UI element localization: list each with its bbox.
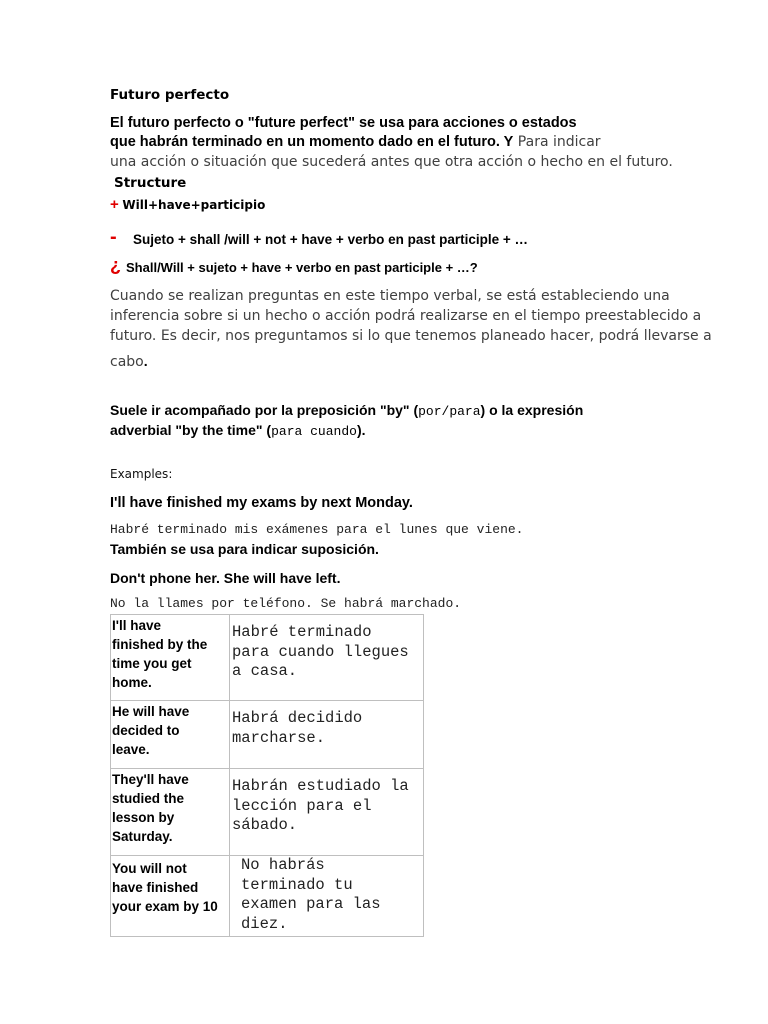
intro-line-2 bbox=[110, 134, 601, 150]
cell-line: Habrán estudiado la bbox=[232, 777, 409, 795]
by-line-1-mono: por/para bbox=[418, 404, 481, 419]
cell-line: You will not bbox=[112, 861, 187, 876]
cell-line: your exam by 10 bbox=[112, 899, 218, 914]
cell-line: lección para el bbox=[232, 796, 372, 815]
cell-line: diez. bbox=[241, 914, 288, 933]
table-cell-spanish bbox=[230, 701, 424, 769]
intro-line-2-normal: Para indicar bbox=[513, 134, 601, 150]
interrogative-formula: Shall/Will + sujeto + have + verbo en past participle + …? bbox=[126, 260, 478, 275]
cell-line: lesson by bbox=[112, 810, 175, 825]
table-row bbox=[111, 769, 424, 856]
minus-symbol: - bbox=[110, 226, 117, 248]
affirmative-formula: Will+have+participio bbox=[122, 198, 266, 212]
cell-line: Saturday. bbox=[112, 829, 173, 844]
intro-line-1: El futuro perfecto o "future perfect" se usa para acciones o estados bbox=[110, 115, 577, 131]
cell-line: terminado tu bbox=[241, 875, 353, 894]
page-title: Futuro perfecto bbox=[110, 87, 230, 103]
example-1-english: I'll have finished my exams by next Monday. bbox=[110, 495, 413, 511]
table-cell-english bbox=[111, 856, 230, 937]
by-line-2-a: adverbial "by the time" ( bbox=[110, 422, 272, 438]
by-line-2 bbox=[110, 422, 366, 439]
cell-line: time you get bbox=[112, 656, 192, 671]
paragraph-period: . bbox=[143, 353, 148, 369]
example-2-spanish: No la llames por teléfono. Se habrá marchado. bbox=[110, 596, 462, 611]
plus-symbol: + bbox=[110, 196, 119, 213]
affirmative-row bbox=[110, 196, 265, 213]
table-cell-english bbox=[111, 615, 230, 701]
by-line-2-b: ). bbox=[356, 422, 366, 438]
suposicion-note: También se usa para indicar suposición. bbox=[110, 541, 379, 557]
table-row bbox=[111, 615, 424, 701]
cell-line: Habrá decidido bbox=[232, 709, 363, 727]
paragraph-line-3: futuro. Es decir, nos preguntamos si lo que tenemos planeado hacer, podrá llevarse a bbox=[110, 328, 712, 344]
paragraph-line-4-text: cabo bbox=[110, 354, 144, 370]
table-row bbox=[111, 701, 424, 769]
table-cell-spanish bbox=[230, 856, 424, 937]
paragraph-line-1: Cuando se realizan preguntas en este tiempo verbal, se está estableciendo una bbox=[110, 288, 670, 304]
negative-formula: Sujeto + shall /will + not + have + verbo en past participle + … bbox=[133, 232, 529, 247]
cell-line: home. bbox=[112, 675, 152, 690]
cell-line: finished by the bbox=[112, 637, 208, 652]
cell-line: He will have bbox=[112, 704, 190, 719]
table-cell-spanish bbox=[230, 769, 424, 856]
structure-label: Structure bbox=[114, 175, 187, 191]
by-line-1-a: Suele ir acompañado por la preposición "by" ( bbox=[110, 402, 419, 418]
table-cell-spanish bbox=[230, 615, 424, 701]
paragraph-line-4 bbox=[110, 353, 148, 370]
cell-line: No habrás bbox=[241, 856, 325, 874]
example-1-spanish: Habré terminado mis exámenes para el lunes que viene. bbox=[110, 522, 524, 537]
table-row bbox=[111, 856, 424, 937]
by-line-1-b: ) o la expresión bbox=[480, 402, 584, 418]
example-2-english: Don't phone her. She will have left. bbox=[110, 570, 341, 586]
cell-line: examen para las bbox=[241, 895, 381, 913]
question-symbol: ¿ bbox=[110, 255, 121, 275]
cell-line: leave. bbox=[112, 742, 150, 757]
cell-line: a casa. bbox=[232, 662, 298, 680]
paragraph-line-2: inferencia sobre si un hecho o acción podrá realizarse en el tiempo preestablecido a bbox=[110, 308, 702, 324]
intro-line-2-bold: que habrán terminado en un momento dado en el futuro. Y bbox=[110, 134, 514, 150]
intro-line-3: una acción o situación que sucederá antes que otra acción o hecho en el futuro. bbox=[110, 154, 673, 170]
cell-line: I'll have bbox=[112, 618, 161, 633]
cell-line: marcharse. bbox=[232, 728, 326, 747]
cell-line: They'll have bbox=[112, 772, 189, 787]
cell-line: para cuando llegues bbox=[232, 642, 409, 661]
examples-label: Examples: bbox=[110, 467, 173, 481]
table-cell-english bbox=[111, 769, 230, 856]
cell-line: studied the bbox=[112, 791, 185, 806]
cell-line: Habré terminado bbox=[232, 623, 372, 641]
cell-line: sábado. bbox=[232, 816, 298, 834]
by-line-2-mono: para cuando bbox=[271, 424, 357, 439]
examples-table bbox=[110, 614, 424, 937]
cell-line: have finished bbox=[112, 880, 199, 895]
table-cell-english bbox=[111, 701, 230, 769]
cell-line: decided to bbox=[112, 723, 180, 738]
by-line-1 bbox=[110, 402, 583, 419]
